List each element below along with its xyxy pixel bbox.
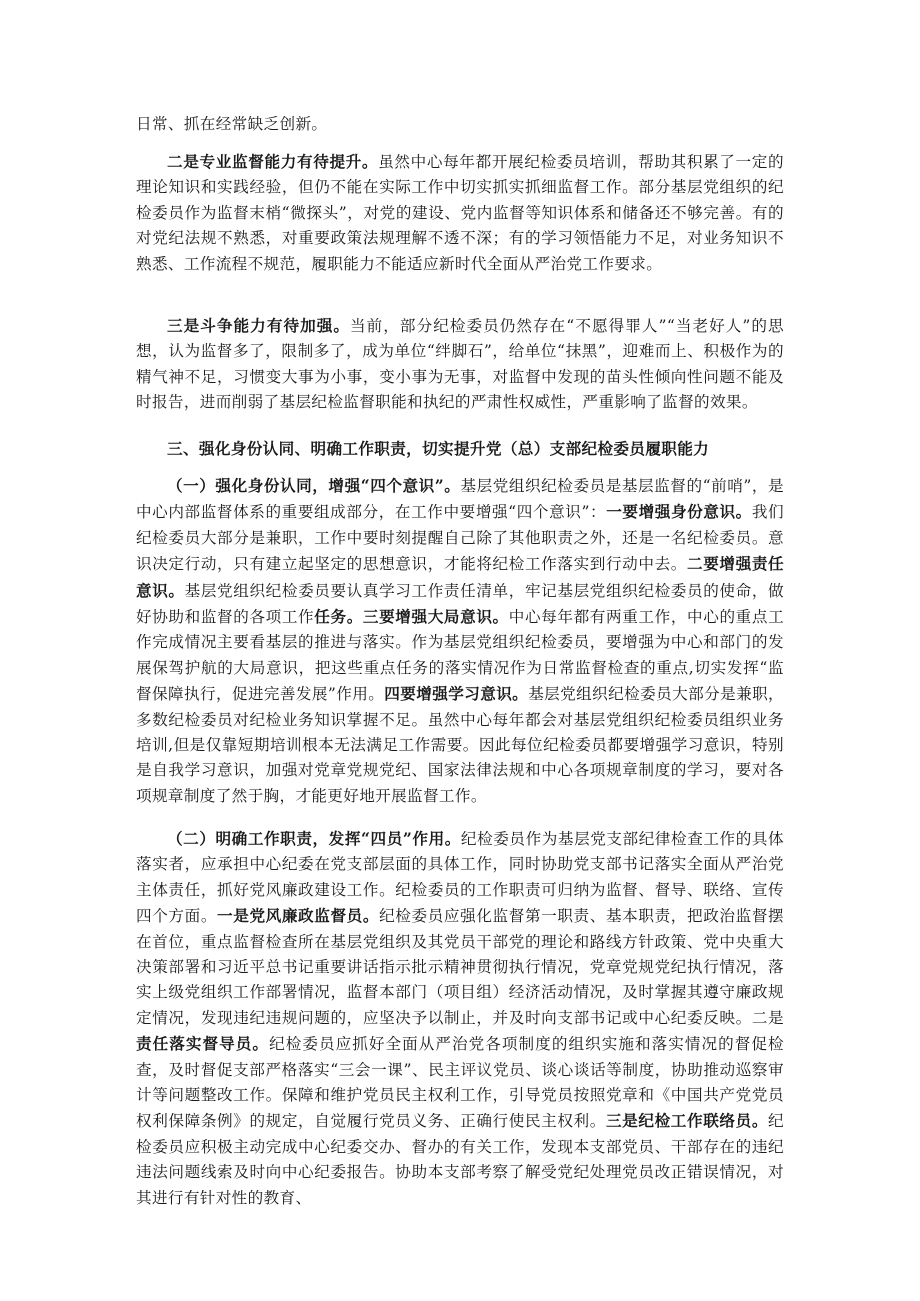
paragraph-supervision-ability-lead: 二是专业监督能力有待提升。 bbox=[167, 152, 379, 171]
paragraph-identity-emphasis-2: 二要增强责任意识。 bbox=[136, 554, 784, 600]
paragraph-identity-text-2: 我们纪检委员大部分是兼职，工作中要时刻提醒自己除了其他职责之外，还是一名纪检委员。意识决定行动，只有建立起坚定的思想意识，才能将纪检工作落实到行动中去。 bbox=[136, 503, 784, 574]
paragraph-duties-text-2: 纪检委员应强化监督第一职责、基本职责，把政治监督摆在首位，重点监督检查所在基层党组织及其党员干部党的理论和路线方针政策、党中央重大决策部署和习近平总书记重要讲话指示批示精神贯彻执行情况，党章党规党纪执行情况，落实上级党组织工作部署情况，监督本部门（项目组）经济活动情况，及时掌握其遵守廉政规定情况，发现违纪违规问题的，应坚决予以制止，并及时向支部书记或中心纪委反映。二是 bbox=[136, 907, 784, 1027]
paragraph-supervision-ability bbox=[136, 149, 784, 277]
paragraph-struggle-ability-lead: 三是斗争能力有待加强。 bbox=[167, 316, 351, 335]
paragraph-duties-lead: （二）明确工作职责，发挥“四员”作用。 bbox=[167, 829, 461, 848]
paragraph-identity-lead: （一）强化身份认同，增强“四个意识”。 bbox=[167, 476, 461, 495]
paragraph-duties-text-4: 纪检委员应积极主动完成中心纪委交办、督办的有关工作，发现本支部党员、干部存在的违纪违法问题线索及时向中心纪委报告。协助本支部考察了解受党纪处理党员改正错误情况，对其进行有针对性的教育、 bbox=[136, 1112, 784, 1207]
paragraph-intro bbox=[136, 112, 784, 137]
paragraph-identity-text-3: 基层党组织纪检委员要认真学习工作责任清单，牢记基层党组织纪检委员的使命，做好协助和监督的各项工作 bbox=[136, 581, 784, 627]
paragraph-identity-text-5: 基层党组织纪检委员大部分是兼职，多数纪检委员对纪检业务知识掌握不足。虽然中心每年都会对基层党组织纪检委员组织业务培训,但是仅靠短期培训根本无法满足工作需要。因此每位纪检委员都要增强学习意识，特别是自我学习意识，加强对党章党规党纪、国家法律法规和中心各项规章制度的学习，要对各项规章制度了然于胸，才能更好地开展监督工作。 bbox=[136, 685, 785, 805]
paragraph-identity-text-4: 中心每年都有两重工作，中心的重点工作完成情况主要看基层的推进与落实。作为基层党组织纪检委员，要增强为中心和部门的发展保驾护航的大局意识，把这些重点任务的落实情况作为日常监督检查的重点,切实发挥“监督保障执行，促进完善发展”作用。 bbox=[136, 608, 785, 704]
paragraph-identity-text-1: 基层党组织纪检委员是基层监督的“前哨”，是中心内部监督体系的重要组成部分，在工作中要增强“四个意识”： bbox=[136, 477, 784, 522]
paragraph-duties-emphasis-1: 一是党风廉政监督员。 bbox=[217, 906, 380, 926]
paragraph-duties-emphasis-3: 三是纪检工作联络员。 bbox=[605, 1111, 769, 1131]
paragraph-struggle-ability bbox=[136, 313, 784, 416]
paragraph-duties-text-1: 纪检委员作为基层党支部纪律检查工作的具体落实者，应承担中心纪委在党支部层面的具体工作，同时协助党支部书记落实全面从严治党主体责任，抓好党风廉政建设工作。纪检委员的工作职责可归纳为监督、督导、联络、宣传四个方面。 bbox=[136, 830, 784, 926]
paragraph-supervision-ability-text: 虽然中心每年都开展纪检委员培训，帮助其积累了一定的理论知识和实践经验，但仍不能在实际工作中切实抓实抓细监督工作。部分基层党组织的纪检委员作为监督末梢“微探头”，对党的建设、党内监督等知识体系和储备还不够完善。有的对党纪法规不熟悉，对重要政策法规理解不透不深；有的学习领悟能力不足，对业务知识不熟悉、工作流程不规范，履职能力不能适应新时代全面从严治党工作要求。 bbox=[136, 153, 784, 273]
paragraph-identity-emphasis-1: 一要增强身份意识。 bbox=[606, 502, 752, 522]
paragraph-struggle-ability-text: 当前，部分纪检委员仍然存在“不愿得罪人”“当老好人”的思想，认为监督多了，限制多了，成为单位“绊脚石”，给单位“抹黑”，迎难而上、积极作为的精气神不足，习惯变大事为小事，变小事为无事，对监督中发现的苗头性倾向性问题不能及时报告，进而削弱了基层纪检监督职能和执纪的严肃性权威性，严重影响了监督的效果。 bbox=[136, 317, 784, 412]
paragraph-identity-emphasis-4: 四要增强学习意识。 bbox=[384, 684, 529, 704]
paragraph-duties-emphasis-2: 责任落实督导员。 bbox=[136, 1034, 270, 1054]
paragraph-intro-text: 日常、抓在经常缺乏创新。 bbox=[136, 115, 328, 133]
paragraph-duties-text-3: 纪检委员应抓好全面从严治党各项制度的组织实施和落实情况的督促检查，及时督促支部严格落实“三会一课”、民主评议党员、谈心谈话等制度，协助推动巡察审计等问题整改工作。保障和维护党员民主权利工作，引导党员按照党章和《中国共产党党员权利保障条例》的规定，自觉履行党员义务、正确行使民主权利。 bbox=[136, 1035, 784, 1131]
paragraph-duties bbox=[136, 826, 784, 1211]
paragraph-identity bbox=[136, 473, 784, 809]
paragraph-identity-emphasis-3: 任务。三要增强大局意识。 bbox=[314, 607, 509, 627]
section-heading: 三、强化身份认同、明确工作职责，切实提升党（总）支部纪检委员履职能力 bbox=[167, 439, 710, 458]
